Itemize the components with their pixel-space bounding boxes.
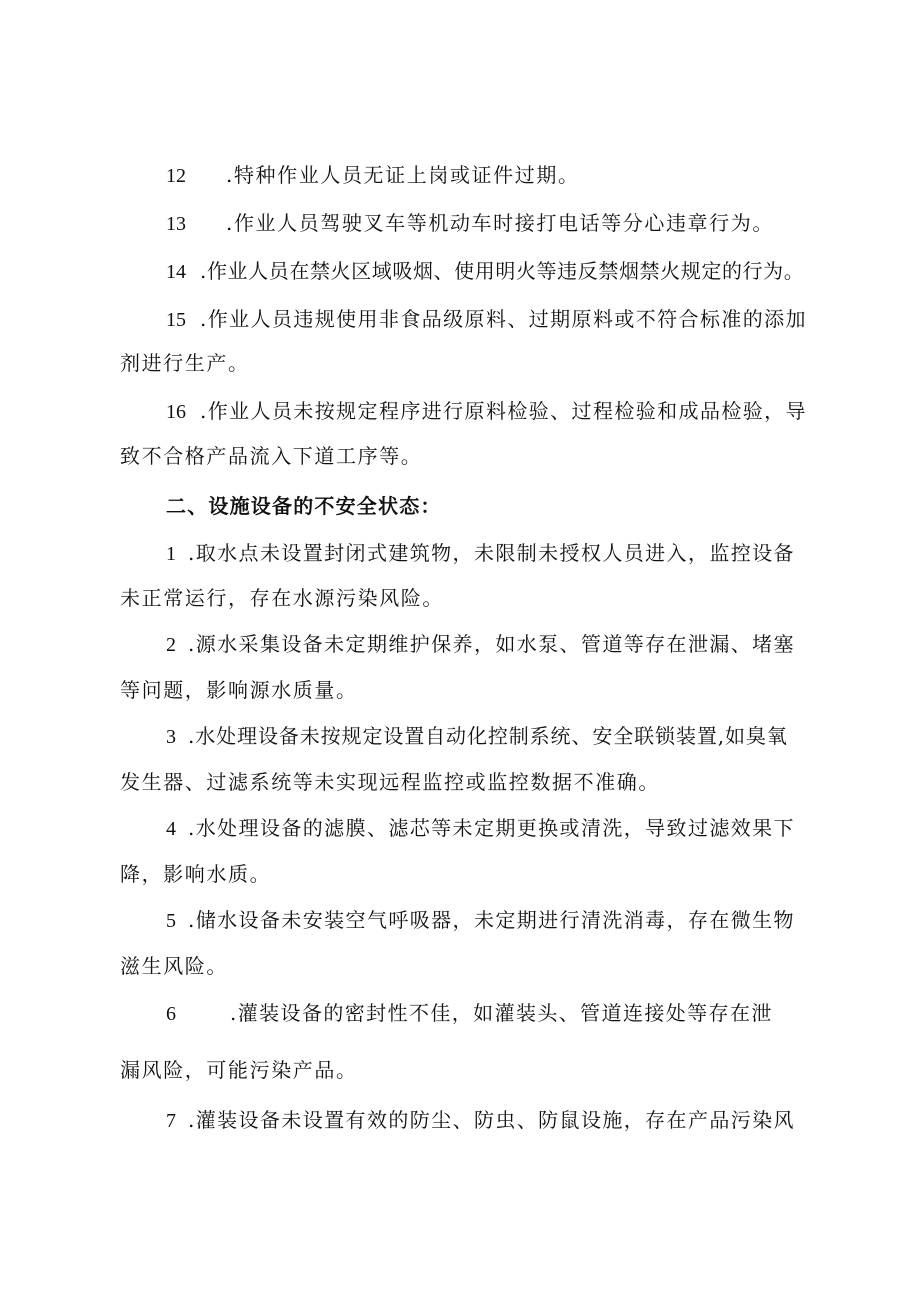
list-item-continuation: 剂进行生产。 bbox=[120, 351, 250, 375]
list-item-continuation: 未正常运行，存在水源污染风险。 bbox=[120, 586, 444, 610]
item-text: .储水设备未安装空气呼吸器，未定期进行清洗消毒，存在微生物 bbox=[188, 908, 795, 932]
list-item bbox=[166, 1000, 773, 1027]
list-item-continuation: 漏风险，可能污染产品。 bbox=[120, 1058, 358, 1082]
item-text: .灌装设备的密封性不佳，如灌装头、管道连接处等存在泄 bbox=[230, 1001, 773, 1025]
item-text: .水处理设备未按规定设置自动化控制系统、安全联锁装置,如臭氧 bbox=[188, 724, 788, 748]
item-number: 4 bbox=[166, 818, 176, 840]
list-item-continuation: 滋生风险。 bbox=[120, 954, 228, 978]
item-number: 14 bbox=[166, 261, 186, 283]
list-item bbox=[166, 210, 774, 237]
list-item bbox=[166, 162, 580, 189]
item-text: .水处理设备的滤膜、滤芯等未定期更换或清洗，导致过滤效果下 bbox=[188, 816, 795, 840]
list-item bbox=[166, 540, 795, 567]
list-item bbox=[166, 1107, 795, 1134]
item-number: 15 bbox=[166, 309, 186, 331]
list-item bbox=[166, 907, 795, 934]
list-item bbox=[166, 398, 807, 425]
item-number: 5 bbox=[166, 910, 176, 932]
item-text: .源水采集设备未定期维护保养，如水泵、管道等存在泄漏、堵塞 bbox=[188, 632, 795, 656]
item-text: .取水点未设置封闭式建筑物，未限制未授权人员进入，监控设备 bbox=[188, 541, 795, 565]
list-item-continuation: 发生器、过滤系统等未实现远程监控或监控数据不准确。 bbox=[120, 770, 660, 794]
item-number: 7 bbox=[166, 1110, 176, 1132]
item-number: 3 bbox=[166, 726, 176, 748]
list-item bbox=[166, 306, 807, 333]
item-number: 1 bbox=[166, 543, 176, 565]
item-text: .作业人员驾驶叉车等机动车时接打电话等分心违章行为。 bbox=[226, 211, 774, 235]
list-item-continuation: 等问题，影响源水质量。 bbox=[120, 678, 358, 702]
list-item-continuation: 降，影响水质。 bbox=[120, 862, 272, 886]
item-number: 12 bbox=[166, 165, 186, 187]
section-heading: 二、设施设备的不安全状态： bbox=[166, 494, 442, 518]
item-text: .特种作业人员无证上岗或证件过期。 bbox=[226, 163, 580, 187]
list-item bbox=[166, 815, 795, 842]
item-text: .作业人员在禁火区域吸烟、使用明火等违反禁烟禁火规定的行为。 bbox=[200, 259, 805, 283]
item-text: .灌装设备未设置有效的防尘、防虫、防鼠设施，存在产品污染风 bbox=[188, 1108, 795, 1132]
item-text: .作业人员未按规定程序进行原料检验、过程检验和成品检验，导 bbox=[200, 399, 807, 423]
list-item bbox=[166, 631, 795, 658]
item-number: 13 bbox=[166, 213, 186, 235]
item-number: 16 bbox=[166, 401, 186, 423]
item-number: 2 bbox=[166, 634, 176, 656]
list-item bbox=[166, 723, 788, 750]
item-number: 6 bbox=[166, 1003, 176, 1025]
list-item-continuation: 致不合格产品流入下道工序等。 bbox=[120, 444, 423, 468]
list-item bbox=[166, 258, 804, 285]
item-text: .作业人员违规使用非食品级原料、过期原料或不符合标准的添加 bbox=[200, 307, 807, 331]
